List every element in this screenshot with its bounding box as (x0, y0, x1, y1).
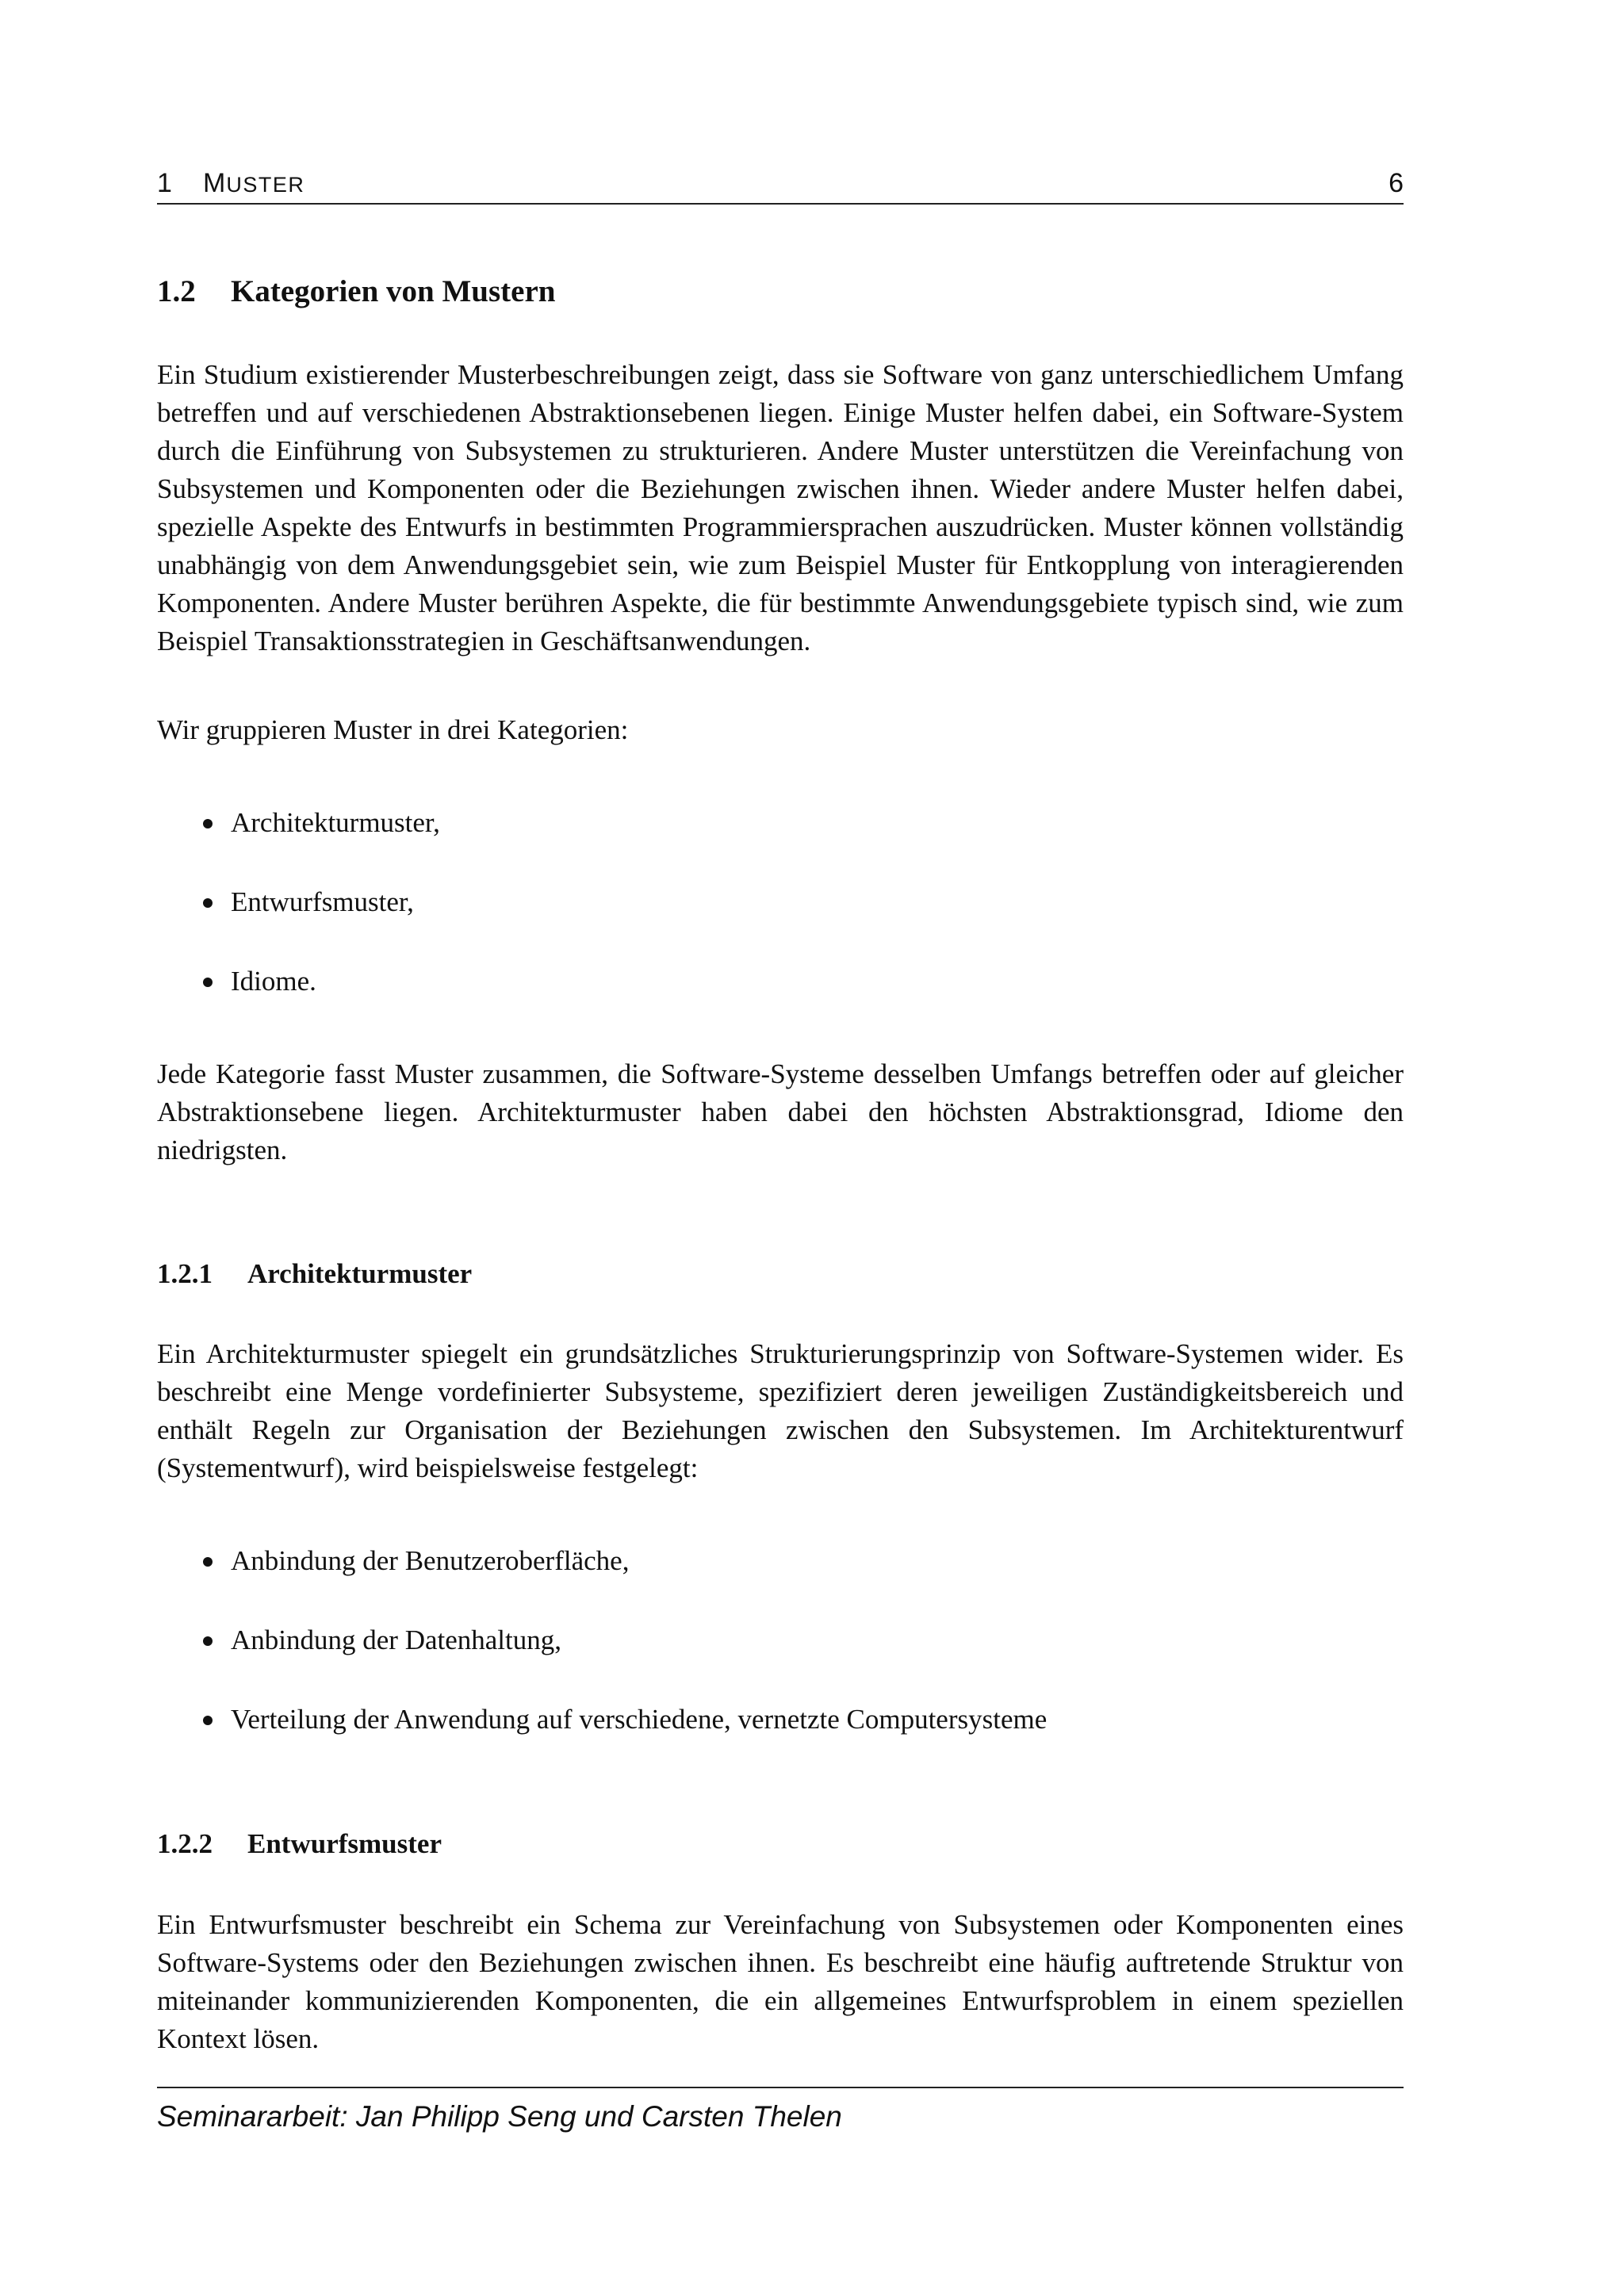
bullet-icon (203, 1716, 213, 1725)
footer-text: Seminararbeit: Jan Philipp Seng und Carsten Thelen (157, 2100, 842, 2133)
chapter-title (203, 163, 304, 205)
bullet-icon (203, 978, 213, 987)
group-sentence: Wir gruppieren Muster in drei Kategorien: (157, 714, 629, 745)
architecture-list (157, 1542, 1404, 1780)
bullet-icon (203, 1557, 213, 1567)
running-header (157, 163, 1404, 205)
list-item-text: Anbindung der Datenhaltung, (231, 1624, 561, 1655)
list-item (157, 962, 1404, 1042)
section-heading (157, 273, 555, 311)
category-list (157, 804, 1404, 1042)
subsection-title: Entwurfsmuster (247, 1828, 442, 1859)
document-page (157, 0, 1404, 2296)
bullet-icon (203, 819, 213, 828)
subsection-heading-design (157, 1827, 442, 1862)
section-number: 1.2 (157, 274, 196, 308)
design-paragraph: Ein Entwurfsmuster beschreibt ein Schema zur Vereinfachung von Subsystemen oder Komponenten eines Software-Systems oder den Beziehungen zwischen ihnen. Es beschreibt eine häufig auftretende Struktur von miteinander kommunizierenden Komponenten, die ein allgemeines Entwurfsproblem in einem speziellen Kontext lösen. (157, 1909, 1404, 2054)
architecture-paragraph: Ein Architekturmuster spiegelt ein grundsätzliches Strukturierungsprinzip von Software-Systemen wider. Es beschreibt eine Menge vordefinierter Subsysteme, spezifiziert deren jeweiligen Zuständigkeitsbereich und enthält Regeln zur Organisation der Beziehungen zwischen den Subsystemen. Im Architekturentwurf (Systementwurf), wird beispielsweise festgelegt: (157, 1338, 1404, 1483)
list-item-text: Anbindung der Benutzeroberfläche, (231, 1545, 630, 1576)
list-item (157, 1542, 1404, 1621)
subsection-heading-architecture (157, 1257, 472, 1292)
list-item (157, 1701, 1404, 1780)
summary-paragraph: Jede Kategorie fasst Muster zusammen, die Software-Systeme desselben Umfangs betreffen oder auf gleicher Abstraktionsebene liegen. Architekturmuster haben dabei den höchsten Abstraktionsgrad, Idiome den niedrigsten. (157, 1058, 1404, 1165)
bullet-icon (203, 898, 213, 908)
bullet-icon (203, 1636, 213, 1646)
list-item-text: Idiome. (231, 966, 316, 997)
list-item (157, 1621, 1404, 1701)
list-item-text: Architekturmuster, (231, 807, 440, 838)
chapter-title-initial: M (203, 168, 227, 198)
subsection-number: 1.2.1 (157, 1258, 213, 1289)
subsection-number: 1.2.2 (157, 1828, 213, 1859)
list-item (157, 804, 1404, 883)
intro-paragraph: Ein Studium existierender Musterbeschreibungen zeigt, dass sie Software von ganz unterschiedlichem Umfang betreffen und auf verschiedenen Abstraktionsebenen liegen. Einige Muster helfen dabei, ein Software-System durch die Einführung von Subsystemen zu strukturieren. Andere Muster unterstützen die Vereinfachung von Subsystemen und Komponenten oder die Beziehungen zwischen ihnen. Wieder andere Muster helfen dabei, spezielle Aspekte des Entwurfs in bestimmten Programmiersprachen auszudrücken. Muster können vollständig unabhängig von dem Anwendungsgebiet sein, wie zum Beispiel Muster für Entkopplung von interagierenden Komponenten. Andere Muster berühren Aspekte, die für bestimmte Anwendungsgebiete typisch sind, wie zum Beispiel Transaktionsstrategien in Geschäftsanwendungen. (157, 359, 1404, 656)
list-item (157, 883, 1404, 962)
list-item-text: Verteilung der Anwendung auf verschiedene, vernetzte Computersysteme (231, 1704, 1048, 1735)
page-number: 6 (1388, 168, 1404, 198)
footer-divider (157, 2087, 1404, 2088)
chapter-number: 1 (157, 168, 172, 198)
section-title: Kategorien von Mustern (231, 274, 556, 308)
chapter-title-rest: USTER (226, 173, 305, 197)
subsection-title: Architekturmuster (247, 1258, 473, 1289)
list-item-text: Entwurfsmuster, (231, 886, 414, 917)
